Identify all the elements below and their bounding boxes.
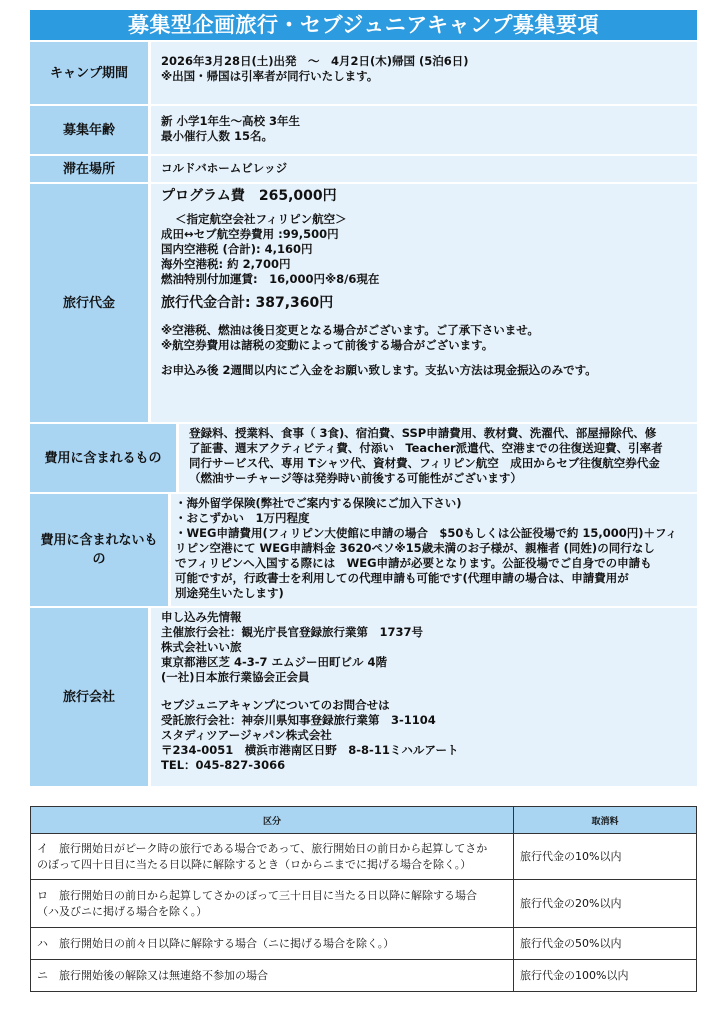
cancellation-header-row [31, 807, 697, 834]
excluded-label: 費用に含まれないもの [30, 494, 168, 606]
cancellation-fee: 旅行代金の10%以内 [514, 834, 697, 880]
excluded-line: 別途発生いたします) [175, 586, 284, 600]
price-total: 旅行代金合計: 387,360円 [161, 295, 334, 311]
cancellation-fee: 旅行代金の50%以内 [514, 928, 697, 960]
payment-note: お申込み後 2週間以内にご入金をお願い致します。支払い方法は現金振込のみです。 [161, 363, 597, 377]
included-line: 登録料、授業料、食事（ 3食)、宿泊費、SSP申請費用、教材費、洗濯代、部屋掃除代、修 [189, 426, 657, 440]
excluded-line: リピン空港にて WEG申請料金 3620ペソ※15歳未満のお子様が、親権者 (同姓)の同行なし [175, 541, 655, 555]
agency-line: スタディツアージャパン株式会社 [161, 728, 332, 742]
condition-text: （ハ及びニに掲げる場合を除く。） [37, 904, 208, 918]
cancellation-condition [31, 928, 514, 960]
cancellation-condition [31, 880, 514, 928]
period-label: キャンプ期間 [30, 42, 148, 104]
period-dates: 2026年3月28日(土)出発 ～ 4月2日(木)帰国 (5泊6日) [161, 54, 469, 68]
period-note: ※出国・帰国は引率者が同行いたします。 [161, 69, 379, 83]
cancellation-row [31, 880, 697, 928]
recruitment-table [30, 42, 697, 786]
row-included [30, 424, 697, 492]
agency-line: セブジュニアキャンプについてのお問合せは [161, 698, 390, 712]
agency-line: 株式会社いい旅 [161, 640, 242, 654]
included-value [179, 424, 697, 492]
cancellation-fee-table [30, 806, 697, 992]
cancellation-row [31, 960, 697, 992]
age-label: 募集年齢 [30, 106, 148, 154]
row-period [30, 42, 697, 104]
included-label: 費用に含まれるもの [30, 424, 176, 492]
place-label: 滞在場所 [30, 156, 148, 182]
condition-text: ニ 旅行開始後の解除又は無連絡不参加の場合 [37, 968, 268, 982]
age-range: 新 小学1年生～高校 3年生 [161, 114, 301, 128]
agency-line: 受託旅行会社：神奈川県知事登録旅行業第 3-1104 [161, 713, 436, 727]
included-line: （燃油サーチャージ等は発券時い前後する可能性がございます） [189, 471, 522, 485]
airline-note: ＜指定航空会社フィリピン航空＞ [175, 212, 347, 226]
condition-text: のぼって四十日目に当たる日以降に解除するとき（ロからニまでに掲げる場合を除く。） [37, 857, 472, 871]
fee-header: 取消料 [514, 807, 697, 834]
cancellation-condition [31, 960, 514, 992]
excluded-line: 可能ですが，行政書士を利用しての代理申請も可能です(代理申請の場合は、申請費用が [175, 571, 629, 585]
agency-label: 旅行会社 [30, 608, 148, 786]
condition-text: ロ 旅行開始日の前日から起算してさかのぼって三十日目に当たる日以降に解除する場合 [37, 888, 477, 902]
price-note: ※空港税、燃油は後日変更となる場合がございます。ご了承下さいませ。 [161, 323, 539, 337]
cancellation-row [31, 834, 697, 880]
excluded-value [171, 494, 697, 606]
cancellation-row [31, 928, 697, 960]
agency-line: 主催旅行会社：観光庁長官登録旅行業第 1737号 [161, 625, 424, 639]
included-line: 同行サービス代、専用 Tシャツ代、資材費、フィリピン航空 成田からセブ往復航空券代金 [189, 456, 660, 470]
row-age [30, 106, 697, 154]
place-value [151, 156, 697, 182]
condition-text: ハ 旅行開始日の前々日以降に解除する場合（ニに掲げる場合を除く。） [37, 936, 395, 950]
cancellation-fee: 旅行代金の20%以内 [514, 880, 697, 928]
price-item: 成田↔セブ航空券費用 :99,500円 [161, 227, 339, 241]
agency-line: 申し込み先情報 [161, 610, 242, 624]
program-fee: プログラム費 265,000円 [161, 188, 337, 204]
row-place [30, 156, 697, 182]
agency-line: TEL：045-827-3066 [161, 758, 286, 772]
agency-line: 〒234-0051 横浜市港南区日野 8-8-11ミハルアート [161, 743, 459, 757]
category-header: 区分 [31, 807, 514, 834]
place-name: コルドバホームビレッジ [161, 161, 288, 175]
row-excluded [30, 494, 697, 606]
excluded-line: ・WEG申請費用(フィリピン大使館に申請の場合 $50もしくは公証役場で約 15,000円)＋フィ [175, 526, 678, 540]
row-agency [30, 608, 697, 786]
min-participants: 最小催行人数 15名。 [161, 129, 274, 143]
excluded-line: ・海外留学保険(弊社でご案内する保険にご加入下さい) [175, 496, 462, 510]
page-title: 募集型企画旅行・セブジュニアキャンプ募集要項 [30, 10, 697, 40]
period-value [151, 42, 697, 104]
agency-line: 東京都港区芝 4-3-7 エムジー田町ビル 4階 [161, 655, 388, 669]
cancellation-condition [31, 834, 514, 880]
cancellation-fee: 旅行代金の100%以内 [514, 960, 697, 992]
excluded-line: でフィリピンへ入国する際には WEG申請が必要となります。公証役場でご自身での申請も [175, 556, 652, 570]
price-item: 燃油特別付加運賃: 16,000円※8/6現在 [161, 272, 380, 286]
price-label: 旅行代金 [30, 184, 148, 422]
price-value [151, 184, 697, 422]
price-note: ※航空券費用は諸税の変動によって前後する場合がございます。 [161, 338, 494, 352]
condition-text: イ 旅行開始日がピーク時の旅行である場合であって、旅行開始日の前日から起算してさか [37, 841, 488, 855]
agency-value [151, 608, 697, 786]
excluded-line: ・おこずかい 1万円程度 [175, 511, 310, 525]
row-price [30, 184, 697, 422]
price-item: 海外空港税: 約 2,700円 [161, 257, 291, 271]
price-item: 国内空港税 (合計): 4,160円 [161, 242, 313, 256]
age-value [151, 106, 697, 154]
agency-line: (一社)日本旅行業協会正会員 [161, 670, 310, 684]
included-line: 了証書、週末アクティビティ費、付添い Teacher派遣代、空港までの往復送迎費、引率者 [189, 441, 663, 455]
